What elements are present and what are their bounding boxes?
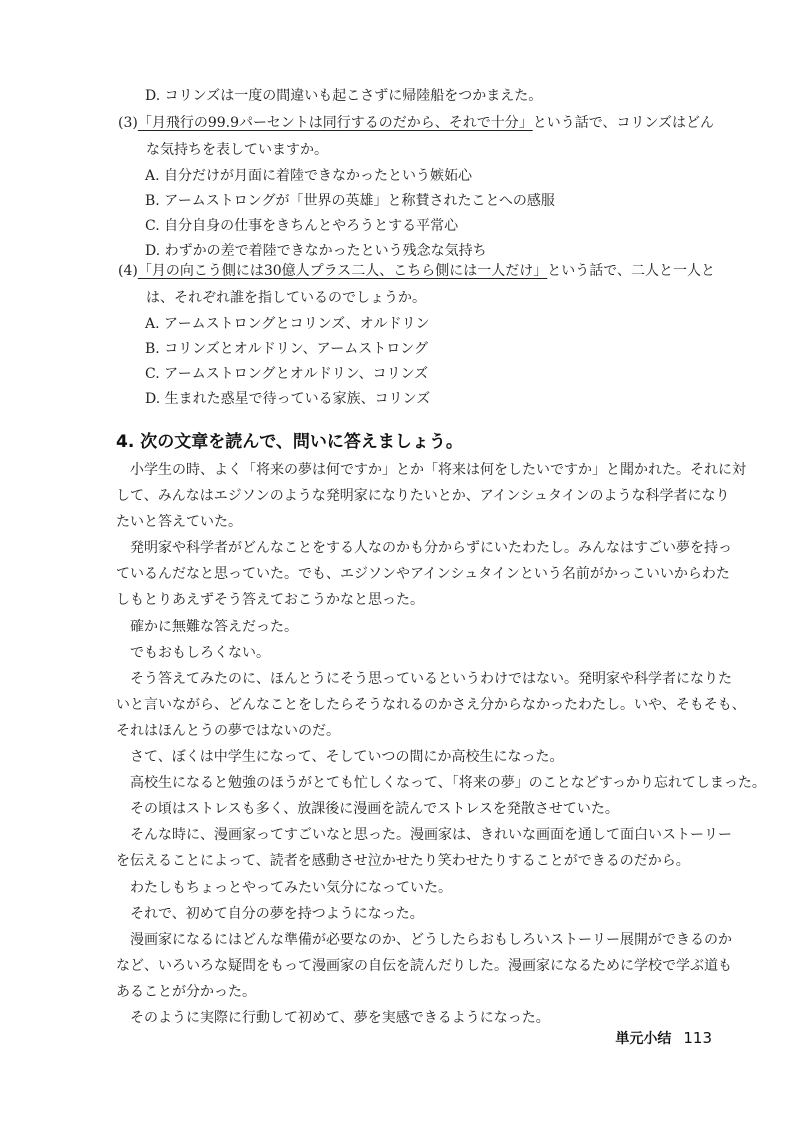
- question-4: [118, 258, 718, 412]
- passage-line: 漫画家になるにはどんな準備が必要なのか、どうしたらおもしろいストーリー展開ができるのか: [130, 931, 732, 948]
- question-4-number: (4): [118, 263, 138, 279]
- question-3-quote: 「月飛行の99.9パーセントは同行するのだから、それで十分」: [137, 115, 533, 131]
- passage-line: しもとりあえずそう答えておこうかなと思った。: [116, 592, 424, 609]
- question-3-options: [118, 164, 718, 264]
- option-item: C. 自分自身の仕事をきちんとやろうとする平常心: [145, 218, 459, 234]
- unit-label: 単元小结: [615, 1031, 672, 1047]
- option-item: A. アームストロングとコリンズ、オルドリン: [145, 316, 430, 332]
- question-4-stem: [118, 258, 718, 285]
- option-item: B. アームストロングが「世界の英雄」と称賛されたことへの感服: [145, 193, 555, 209]
- passage-line: たいと答えていた。: [116, 514, 242, 531]
- question-4-quote: 「月の向こう側には30億人プラス二人、こちら側には一人だけ」: [137, 263, 548, 279]
- option-item: A. 自分だけが月面に着陸できなかったという嫉妬心: [145, 168, 473, 184]
- passage-line: 小学生の時、よく「将来の夢は何ですか」とか「将来は何をしたいですか」と聞かれた。それに対: [130, 462, 746, 478]
- option-item: D. わずかの差で着陸できなかったという残念な気持ち: [145, 243, 487, 259]
- passage-line: 発明家や科学者がどんなことをする人なのかも分からずにいたわたし。みんなはすごい夢を持っ: [130, 540, 732, 557]
- passage-line: あることが分かった。: [116, 983, 256, 1000]
- passage-line: そんな時に、漫画家ってすごいなと思った。漫画家は、きれいな画面を通して面白いストーリー: [130, 827, 732, 844]
- question-4-continuation: は、それぞれ誰を指しているのでしょうか。: [146, 290, 426, 306]
- passage-line: ているんだなと思っていた。でも、エジソンやアインシュタインという名前がかっこいいからわた: [116, 566, 730, 583]
- page-number: 113: [683, 1029, 712, 1047]
- question-3: [118, 110, 718, 264]
- question-3-rest: という話で、コリンズはどん: [532, 115, 715, 131]
- passage-line: そのように実際に行動して初めて、夢を実感できるようになった。: [130, 1009, 550, 1026]
- passage-line: して、みんなはエジソンのような発明家になりたいとか、アインシュタインのような科学者になり: [116, 488, 730, 505]
- question-3-number: (3): [118, 115, 138, 131]
- reading-passage: [116, 457, 766, 1031]
- passage-line: その頃はストレスも多く、放課後に漫画を読んでストレスを発散させていた。: [130, 801, 619, 818]
- question-4-options: [118, 312, 718, 412]
- question-4-rest: という話で、二人と一人と: [547, 263, 715, 279]
- question-3-stem: [118, 110, 718, 137]
- passage-line: 確かに無難な答えだった。: [130, 618, 298, 635]
- option-item: B. コリンズとオルドリン、アームストロング: [145, 341, 428, 357]
- passage-line: を伝えることによって、読者を感動させ泣かせたり笑わせたりすることができるのだから。: [116, 853, 690, 870]
- passage-line: でもおもしろくない。: [130, 644, 270, 661]
- passage-line: わたしもちょっとやってみたい気分になっていた。: [130, 879, 452, 896]
- q2-option-d: D. コリンズは一度の間違いも起こさずに帰陸船をつかまえた。: [145, 88, 543, 104]
- passage-line: それで、初めて自分の夢を持つようになった。: [130, 905, 424, 922]
- section-4-heading: 4. 次の文章を読んで、問いに答えましょう。: [116, 432, 463, 452]
- option-item: C. アームストロングとオルドリン、コリンズ: [145, 366, 429, 382]
- option-item: D. 生まれた惑星で待っている家族、コリンズ: [145, 391, 431, 407]
- passage-line: いと言いながら、どんなことをしたらそうなれるのかさえ分からなかったわたし。いや、そもそも、: [116, 696, 746, 713]
- page-footer: [615, 1028, 712, 1049]
- passage-line: さて、ぼくは中学生になって、そしていつの間にか高校生になった。: [130, 749, 564, 766]
- passage-line: それはほんとうの夢ではないのだ。: [116, 722, 340, 739]
- passage-line: など、いろいろな疑問をもって漫画家の自伝を読んだりした。漫画家になるために学校で学ぶ道も: [116, 957, 732, 974]
- question-3-continuation: な気持ちを表していますか。: [146, 142, 328, 158]
- passage-line: そう答えてみたのに、ほんとうにそう思っているというわけではない。発明家や科学者になりた: [130, 670, 732, 687]
- passage-line: 高校生になると勉強のほうがとても忙しくなって、「将来の夢」のことなどすっかり忘れてしまった。: [130, 775, 766, 792]
